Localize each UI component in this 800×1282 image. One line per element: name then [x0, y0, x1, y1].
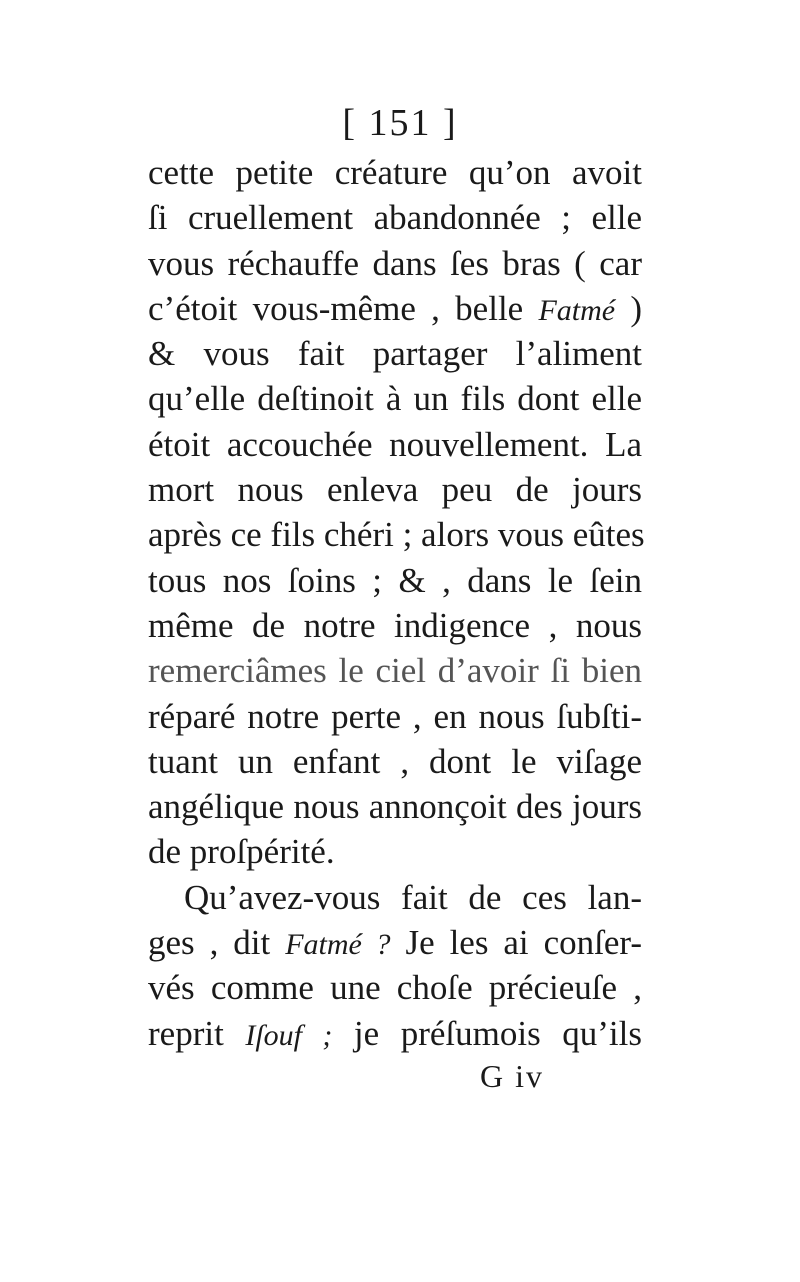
text-segment: reprit [148, 1013, 246, 1053]
text-line: & vous fait partager l’aliment [148, 334, 642, 374]
italic-name: Iſouf ; [245, 1018, 333, 1052]
text-line: ſi cruellement abandonnée ; elle [148, 198, 642, 238]
text-line: de proſpérité. [148, 832, 335, 872]
text-line: même de notre indigence , nous [148, 605, 642, 645]
text-line: cette petite créature qu’on avoit [148, 153, 642, 192]
text-segment: ) [615, 288, 642, 328]
text-line: tuant un enfant , dont le viſage [148, 741, 642, 781]
text-line: réparé notre perte , en nous ſubſti- [148, 696, 642, 736]
text-line: mort nous enleva peu de jours [148, 470, 642, 510]
text-line [148, 286, 642, 331]
text-line: qu’elle deſtinoit à un fils dont elle [148, 379, 642, 419]
text-line: Qu’avez-vous fait de ces lan- [184, 877, 642, 917]
text-segment: Je les ai conſer- [390, 923, 643, 963]
text-line: remerciâmes le ciel d’avoir ſi bien [148, 651, 642, 691]
text-segment: je préſumois qu’ils [332, 1013, 642, 1053]
text-segment: c’étoit vous-même , belle [148, 288, 539, 328]
text-segment: ges , dit [148, 923, 286, 963]
text-line: après ce fils chéri ; alors vous eûtes [148, 515, 645, 555]
italic-name: Fatmé ? [285, 928, 391, 962]
body-text [148, 150, 645, 1056]
page-number: [ 151 ] [342, 102, 458, 144]
signature-mark: G iv [480, 1058, 544, 1094]
italic-name: Fatmé [538, 293, 616, 327]
text-line [148, 1011, 642, 1056]
text-line: vés comme une choſe précieuſe , [148, 968, 642, 1008]
text-line: angélique nous annonçoit des jours [148, 787, 642, 827]
text-line: étoit accouchée nouvellement. La [148, 424, 642, 464]
text-line [148, 920, 642, 965]
text-line: tous nos ſoins ; & , dans le ſein [148, 560, 642, 600]
text-line: vous réchauffe dans ſes bras ( car [148, 243, 642, 283]
